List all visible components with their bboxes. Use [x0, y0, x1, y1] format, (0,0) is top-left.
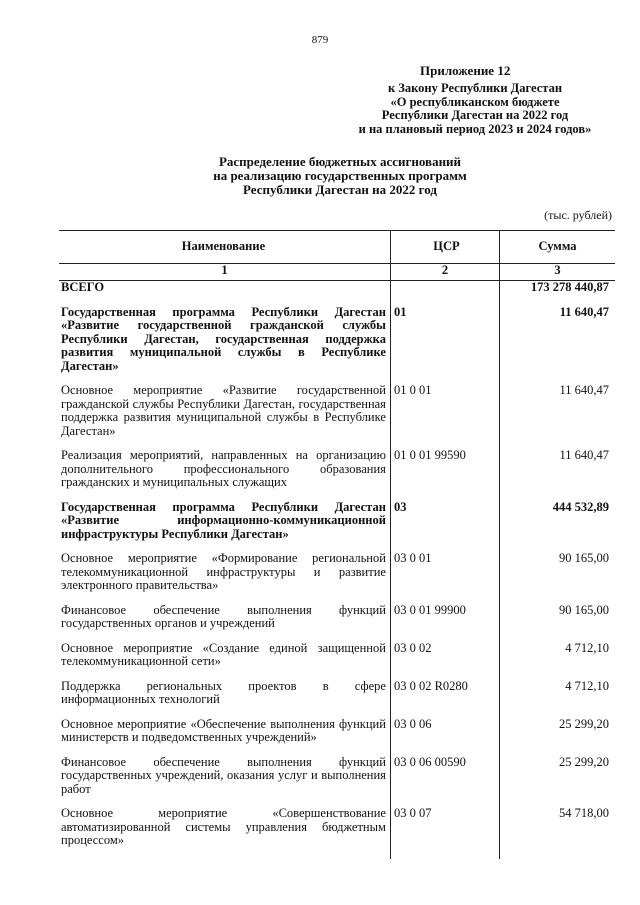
header-amount: Сумма [500, 231, 615, 264]
row-code: 01 [390, 306, 499, 385]
row-amount: 90 165,00 [500, 552, 615, 604]
appendix-law-reference [330, 82, 620, 136]
row-amount: 11 640,47 [500, 384, 615, 449]
column-number-row [59, 264, 615, 281]
row-name: Основное мероприятие «Формирование региональной телекоммуникационной инфраструктуры и развитие электронного правительства» [61, 551, 386, 592]
law-line: и на плановый период 2023 и 2024 годов» [358, 121, 592, 136]
row-name: Поддержка региональных проектов в сфере информационных технологий [61, 678, 386, 706]
table-row [59, 384, 615, 449]
table-row [59, 552, 615, 604]
row-name: Основное мероприятие «Совершенствование автоматизированной системы управления бюджетным процессом» [61, 806, 386, 847]
header-code: ЦСР [390, 231, 499, 264]
row-amount: 25 299,20 [500, 756, 615, 808]
column-number: 3 [500, 264, 615, 281]
row-name: ВСЕГО [61, 280, 105, 294]
row-name: Основное мероприятие «Создание единой защищенной телекоммуникационной сети» [61, 640, 386, 668]
table-row [59, 680, 615, 718]
header-name: Наименование [59, 231, 390, 264]
column-number: 1 [59, 264, 390, 281]
row-code: 03 0 07 [390, 807, 499, 859]
row-name: Финансовое обеспечение выполнения функций государственных учреждений, оказания услуг и выполнения работ [61, 754, 386, 796]
title-line: Распределение бюджетных ассигнований [218, 154, 462, 169]
table-header-row [59, 231, 615, 264]
table-row [59, 807, 615, 859]
row-amount: 25 299,20 [500, 718, 615, 756]
row-amount: 11 640,47 [500, 306, 615, 385]
row-code: 01 0 01 99590 [390, 449, 499, 501]
row-name: Государственная программа Республики Дагестан «Развитие государственной гражданской службы Республики Дагестан, государственная поддержка развития муниципальной службы в Республике Дагестан» [61, 304, 386, 373]
title-line: Республики Дагестан на 2022 год [243, 182, 437, 197]
law-line: «О республиканском бюджете [390, 94, 560, 109]
page-number: 879 [311, 34, 329, 46]
row-code: 03 0 06 00590 [390, 756, 499, 808]
units-note: (тыс. рублей) [544, 208, 612, 222]
title-line: на реализацию государственных программ [213, 168, 467, 183]
law-line: Республики Дагестан на 2022 год [381, 108, 569, 122]
budget-table [59, 230, 615, 859]
row-code: 03 0 02 [390, 642, 499, 680]
row-code: 03 0 02 R0280 [390, 680, 499, 718]
row-name: Основное мероприятие «Обеспечение выполнения функций министерств и подведомственных учреждений» [61, 716, 386, 744]
row-code [390, 281, 499, 306]
row-amount: 4 712,10 [500, 680, 615, 718]
table-row [59, 449, 615, 501]
row-code: 03 0 01 [390, 552, 499, 604]
row-code: 03 [390, 501, 499, 553]
row-amount: 90 165,00 [500, 604, 615, 642]
document-title [140, 155, 540, 197]
row-amount: 54 718,00 [500, 807, 615, 859]
table-row [59, 756, 615, 808]
row-amount: 11 640,47 [500, 449, 615, 501]
row-code: 03 0 06 [390, 718, 499, 756]
table-row [59, 642, 615, 680]
table-row [59, 501, 615, 553]
law-line: к Закону Республики Дагестан [387, 81, 563, 95]
appendix-label: Приложение 12 [420, 63, 511, 78]
table-row [59, 604, 615, 642]
table-row [59, 306, 615, 385]
row-code: 01 0 01 [390, 384, 499, 449]
row-name: Финансовое обеспечение выполнения функций государственных органов и учреждений [61, 602, 386, 630]
column-number: 2 [390, 264, 499, 281]
row-name: Реализация мероприятий, направленных на организацию дополнительного профессионального образования гражданских и муниципальных служащих [61, 448, 386, 489]
table-row [59, 281, 615, 306]
row-name: Основное мероприятие «Развитие государственной гражданской службы Республики Дагестан, государственная поддержка развития муниципальной службы в Республике Дагестан» [61, 383, 386, 438]
table-row [59, 718, 615, 756]
row-amount: 444 532,89 [500, 501, 615, 553]
row-amount: 173 278 440,87 [500, 281, 615, 306]
row-name: Государственная программа Республики Дагестан «Развитие информационно-коммуникационной инфраструктуры Республики Дагестан» [61, 499, 386, 541]
row-code: 03 0 01 99900 [390, 604, 499, 642]
row-amount: 4 712,10 [500, 642, 615, 680]
